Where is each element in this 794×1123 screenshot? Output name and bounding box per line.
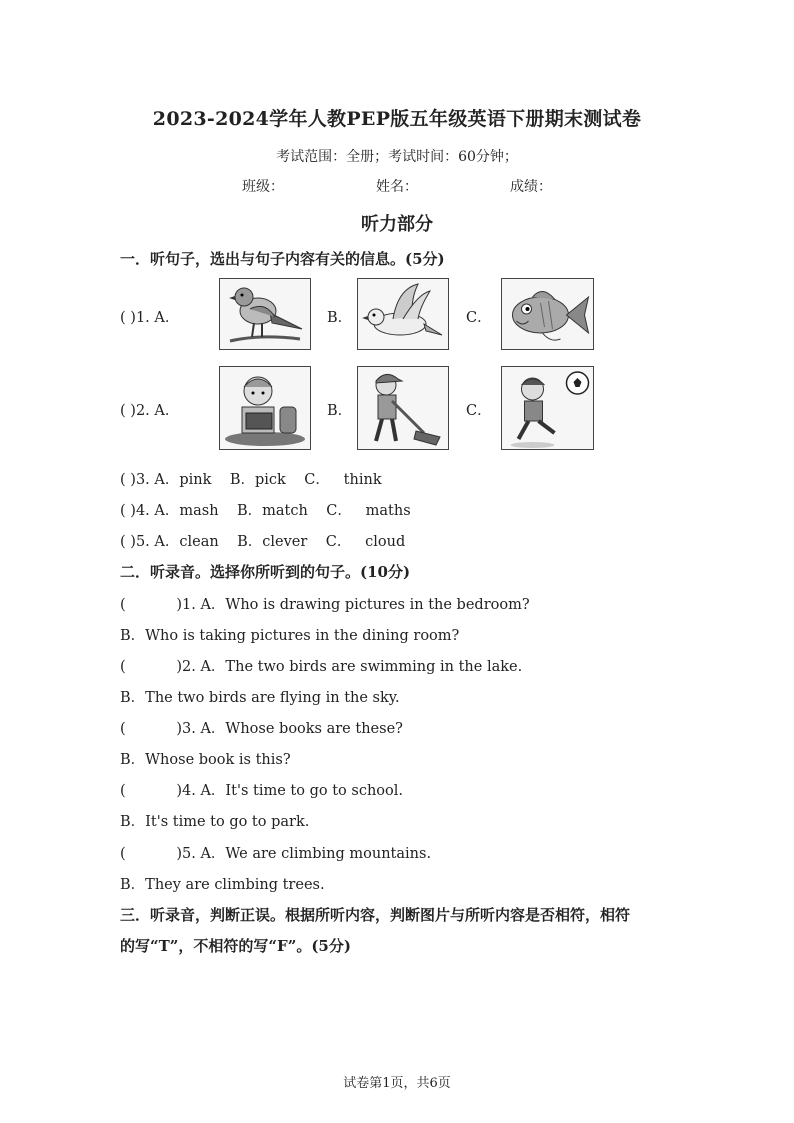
q2-option-b-label: B． — [327, 403, 353, 419]
part2-q1-a: ( )1. A．Who is drawing pictures in the bedroom? — [120, 597, 530, 613]
q4-text: 4. A．mash B．match C． maths — [135, 503, 411, 519]
answer-blank[interactable]: ( ) — [120, 310, 136, 326]
part1-q5 — [120, 530, 405, 551]
part3-heading-line1: 三．听录音，判断正误。根据所听内容，判断图片与所听内容是否相符，相符 — [120, 906, 631, 924]
q5-text: 5. A．clean B．clever C． cloud — [135, 534, 406, 550]
part1-heading: 一．听句子，选出与句子内容有关的信息。(5分) — [120, 250, 445, 268]
bird-icon — [357, 278, 449, 350]
q1-option-c-label: C． — [466, 310, 492, 326]
part2-q4-a: ( )4. A．It's time to go to school. — [120, 783, 403, 799]
q3-text: 3. A．pink B．pick C． think — [135, 472, 382, 488]
answer-blank[interactable]: ( ) — [120, 403, 136, 419]
class-label: 班级： — [242, 179, 284, 195]
q1-option-b-label: B． — [327, 310, 353, 326]
answer-blank[interactable]: ( ) — [120, 472, 136, 488]
q1-number: 1. A． — [135, 310, 180, 326]
boy-sweeping-icon — [357, 366, 449, 450]
part2-q4-b: B．It's time to go to park. — [120, 814, 310, 830]
part1-q1 — [120, 306, 179, 327]
fish-icon — [501, 278, 594, 350]
answer-blank[interactable]: ( ) — [120, 534, 136, 550]
part2-q2-a: ( )2. A．The two birds are swimming in the lake. — [120, 659, 523, 675]
part3-heading-line2: 的写“T”，不相符的写“F”。(5分) — [120, 937, 351, 955]
part1-q3 — [120, 468, 382, 489]
name-label: 姓名： — [376, 179, 418, 195]
score-label: 成绩： — [510, 179, 552, 195]
part2-q1-b: B．Who is taking pictures in the dining room? — [120, 628, 460, 644]
part2-q5-a: ( )5. A．We are climbing mountains. — [120, 846, 432, 862]
exam-title: 2023-2024学年人教PEP版五年级英语下册期末测试卷 — [152, 108, 642, 130]
bird-icon — [219, 278, 311, 350]
answer-blank[interactable]: ( ) — [120, 503, 136, 519]
exam-info: 考试范围：全册；考试时间：60分钟； — [276, 149, 518, 165]
part2-q5-b: B．They are climbing trees. — [120, 877, 325, 893]
boy-reading-icon — [219, 366, 311, 450]
q2-option-c-label: C． — [466, 403, 492, 419]
part1-q4 — [120, 499, 411, 520]
boy-football-icon — [501, 366, 594, 450]
part1-q2 — [120, 399, 179, 420]
part2-q3-a: ( )3. A．Whose books are these? — [120, 721, 403, 737]
section-title: 听力部分 — [361, 214, 433, 235]
q2-number: 2. A． — [135, 403, 180, 419]
part2-q2-b: B．The two birds are flying in the sky. — [120, 690, 400, 706]
student-info-line — [0, 176, 794, 196]
part2-q3-b: B．Whose book is this? — [120, 752, 291, 768]
part2-heading: 二．听录音。选择你所听到的句子。(10分) — [120, 563, 411, 581]
page-footer: 试卷第1页，共6页 — [343, 1076, 451, 1091]
